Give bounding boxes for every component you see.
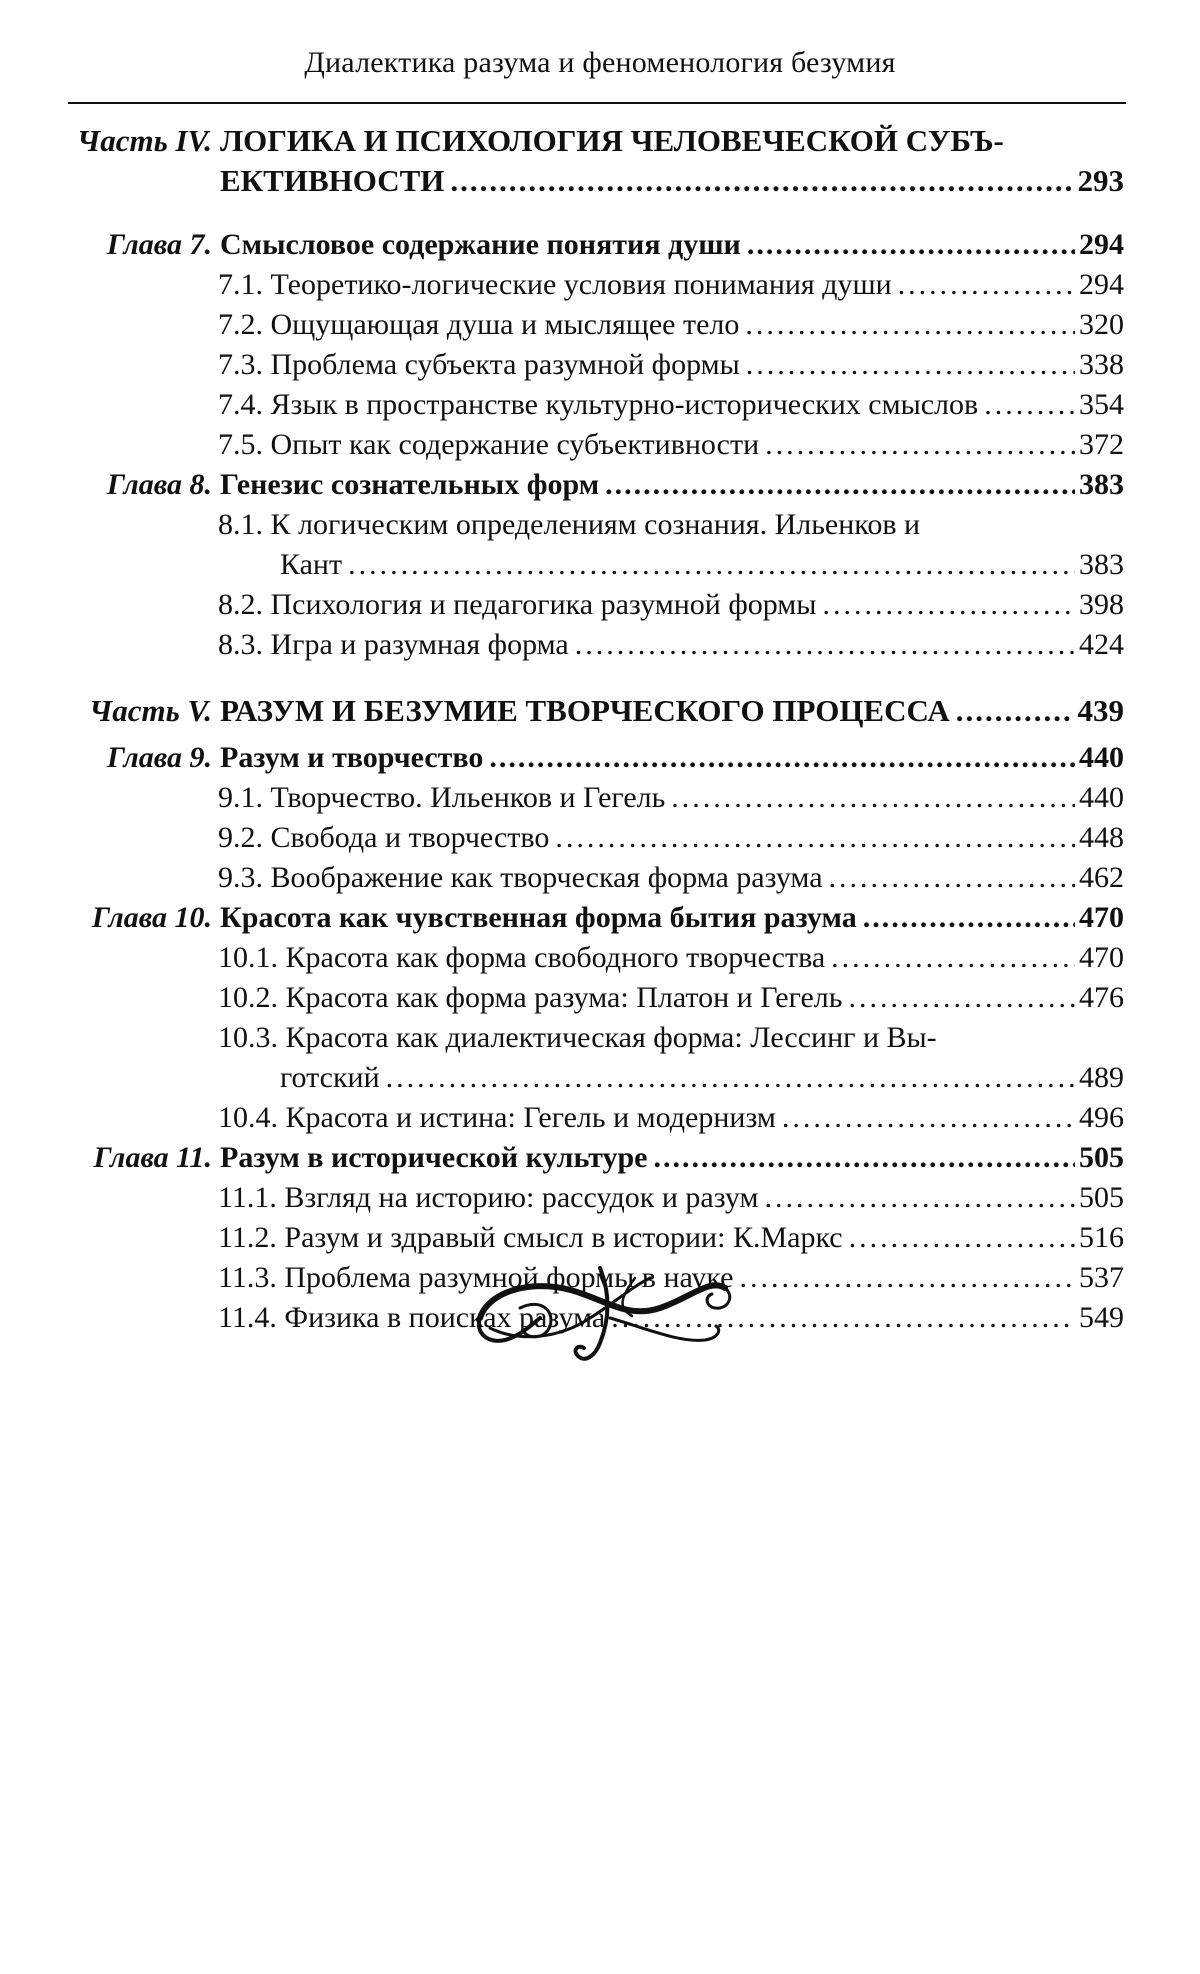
toc-page-number: 496 [1079, 1101, 1124, 1134]
dot-leader [671, 781, 1075, 815]
toc-entry-title: Разум в исторической культуре [220, 1141, 648, 1174]
toc-page-number: 440 [1079, 781, 1124, 814]
dot-leader [831, 941, 1075, 975]
toc-entry-title: 11.4. Физика в поисках разума [218, 1301, 606, 1334]
toc-entry-label: Глава 11. [93, 1141, 212, 1174]
toc-page-number: 462 [1079, 861, 1124, 894]
toc-section-line [218, 1181, 1124, 1221]
dot-leader [747, 228, 1075, 262]
toc-part-line [89, 693, 1124, 733]
toc-section-line [218, 941, 1124, 981]
toc-entry-title: ЕКТИВНОСТИ [220, 163, 445, 198]
dot-leader [386, 1061, 1075, 1095]
toc-section-line [280, 1061, 1124, 1101]
toc-entry-label: Глава 7. [106, 228, 212, 261]
toc-entry-title: 7.5. Опыт как содержание субъективности [218, 428, 760, 461]
toc-page-number: 505 [1079, 1141, 1124, 1174]
toc-entry-title: 8.2. Психология и педагогика разумной формы [218, 588, 817, 621]
dot-leader [765, 1181, 1076, 1215]
toc-section-line [218, 428, 1124, 468]
running-head: Диалектика разума и феноменология безумия [304, 46, 896, 79]
toc-entry-title: 9.3. Воображение как творческая форма разума [218, 861, 823, 894]
toc-entry-title: 7.2. Ощущающая душа и мыслящее тело [218, 308, 740, 341]
toc-page-number: 383 [1079, 468, 1124, 501]
toc-entry-title: Красота как чувственная форма бытия разума [220, 901, 857, 934]
dot-leader [849, 1221, 1075, 1255]
toc-page-number: 516 [1079, 1221, 1124, 1254]
toc-section-line [218, 861, 1124, 901]
toc-section-line [218, 781, 1124, 821]
toc-entry-title: Кант [280, 548, 343, 581]
toc-entry-label: Часть IV. [77, 123, 212, 158]
toc-page-number: 372 [1079, 428, 1124, 461]
toc-entry-title: 7.3. Проблема субъекта разумной формы [218, 348, 740, 381]
toc-entry-label: Глава 9. [106, 741, 212, 774]
toc-entry-title: готский [280, 1061, 380, 1094]
toc-page-number: 424 [1079, 628, 1124, 661]
dot-leader [956, 693, 1074, 729]
dot-leader [822, 588, 1075, 622]
dot-leader [575, 628, 1075, 662]
toc-chapter-line [91, 901, 1124, 941]
toc-entry-title: 11.2. Разум и здравый смысл в истории: К.Маркс [218, 1221, 843, 1254]
toc-page-number: 320 [1079, 308, 1124, 341]
toc-section-line [280, 548, 1124, 588]
toc-entry-label: Глава 8. [106, 468, 212, 501]
dot-leader [739, 1261, 1075, 1295]
toc-entry-label: Глава 10. [91, 901, 212, 934]
dot-leader [984, 388, 1075, 422]
toc-entry-title: ЛОГИКА И ПСИХОЛОГИЯ ЧЕЛОВЕЧЕСКОЙ СУБЪ- [220, 123, 1004, 158]
toc-entry-title: 9.1. Творчество. Ильенков и Гегель [218, 781, 666, 814]
toc-page-number: 440 [1079, 741, 1124, 774]
dot-leader [765, 428, 1075, 462]
toc-page-number: 505 [1079, 1181, 1124, 1214]
dot-leader [898, 268, 1075, 302]
toc-entry-title: 11.1. Взгляд на историю: рассудок и разум [218, 1181, 759, 1214]
toc-section-line [218, 821, 1124, 861]
toc-page-number: 294 [1079, 268, 1124, 301]
dot-leader [863, 901, 1075, 935]
toc-chapter-line [106, 741, 1124, 781]
toc-entry-title: 10.4. Красота и истина: Гегель и модернизм [218, 1101, 776, 1134]
toc-section-line [218, 628, 1124, 668]
dot-leader [450, 163, 1073, 199]
toc-entry-title: 7.1. Теоретико-логические условия понимания души [218, 268, 892, 301]
toc-entry-title: Генезис сознательных форм [220, 468, 600, 501]
toc-part-line [220, 163, 1124, 203]
toc-section-line [218, 1101, 1124, 1141]
toc-entry-title: 7.4. Язык в пространстве культурно-исторических смыслов [218, 388, 979, 421]
toc-section-line [218, 348, 1124, 388]
dot-leader [605, 468, 1075, 502]
toc-entry-title: 8.3. Игра и разумная форма [218, 628, 569, 661]
toc-section-line [218, 388, 1124, 428]
toc-page-number: 338 [1079, 348, 1124, 381]
toc-page-number: 537 [1079, 1261, 1124, 1294]
flourish-ornament-icon [460, 1248, 740, 1378]
dot-leader [782, 1101, 1075, 1135]
toc-page-number: 470 [1079, 941, 1124, 974]
toc-page-number: 476 [1079, 981, 1124, 1014]
header-rule [68, 102, 1126, 104]
dot-leader [348, 548, 1075, 582]
toc-section-line [218, 268, 1124, 308]
toc-entry-title: Разум и творчество [220, 741, 484, 774]
toc-section-line [218, 588, 1124, 628]
toc-page-number: 470 [1079, 901, 1124, 934]
toc-chapter-line [106, 468, 1124, 508]
toc-entry-title: 8.1. К логическим определениям сознания. Ильенков и [218, 508, 921, 541]
toc-chapter-line [93, 1141, 1124, 1181]
toc-entry-title: РАЗУМ И БЕЗУМИЕ ТВОРЧЕСКОГО ПРОЦЕССА [220, 693, 950, 728]
toc-page-number: 448 [1079, 821, 1124, 854]
dot-leader [489, 741, 1075, 775]
toc-entry-title: 9.2. Свобода и творчество [218, 821, 550, 854]
toc-page-number: 549 [1079, 1301, 1124, 1334]
dot-leader [555, 821, 1075, 855]
toc-entry-title: 10.1. Красота как форма свободного творчества [218, 941, 826, 974]
toc-entry-title: Смысловое содержание понятия души [220, 228, 741, 261]
toc-page-number: 293 [1077, 163, 1124, 198]
toc-page-number: 294 [1079, 228, 1124, 261]
dot-leader [829, 861, 1075, 895]
dot-leader [745, 308, 1075, 342]
toc-page-number: 439 [1077, 693, 1124, 728]
toc-page-number: 398 [1079, 588, 1124, 621]
toc-entry-title: 10.2. Красота как форма разума: Платон и Гегель [218, 981, 843, 1014]
dot-leader [848, 981, 1075, 1015]
toc-page-number: 354 [1079, 388, 1124, 421]
toc-entry-title: 10.3. Красота как диалектическая форма: Лессинг и Вы- [218, 1021, 937, 1054]
toc-page-number: 383 [1079, 548, 1124, 581]
toc-entry-title: 11.3. Проблема разумной формы в науке [218, 1261, 734, 1294]
toc-part-line [77, 123, 1124, 163]
toc-entry-label: Часть V. [89, 693, 212, 728]
toc-page-number: 489 [1079, 1061, 1124, 1094]
toc-section-line [218, 981, 1124, 1021]
toc-section-line [218, 308, 1124, 348]
toc-section-line [218, 1021, 1124, 1061]
toc-chapter-line [106, 228, 1124, 268]
dot-leader [746, 348, 1075, 382]
toc-section-line [218, 508, 1124, 548]
dot-leader [654, 1141, 1076, 1175]
